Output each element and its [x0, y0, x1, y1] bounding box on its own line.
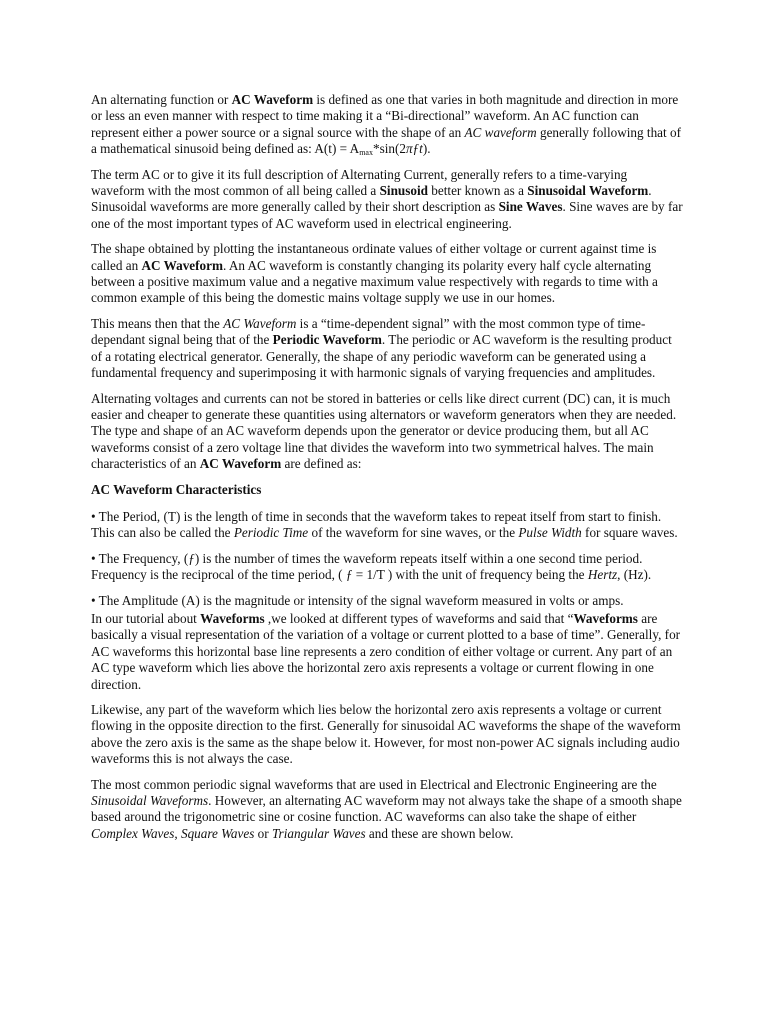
text-run: Likewise, any part of the waveform which lies below the horizontal zero axis represents a voltage or current flowing in the opposite direction to the first. Generally for sinusoidal AC waveforms the shape of the waveform above the zero axis is the same as the shape below it. However, for most non-power AC signals including audio waveforms this is not always the case. [91, 702, 681, 767]
italic-term: ƒ [188, 550, 195, 566]
text-run: The term AC or to give it its full description of Alternating Current, generally refers to a time-varying waveform with the most common of all being called a [91, 166, 628, 199]
text-run: and these are shown below. [365, 825, 514, 841]
italic-term: Triangular Waves [271, 825, 366, 841]
text-run: is defined as one that varies in both magnitude and direction in more or less an even manner with respect to time making it a “Bi-directional” waveform. An AC function can represent either a power source or a signal source with the shape of an [91, 92, 679, 140]
text-run: • The Amplitude (A) is the magnitude or intensity of the signal waveform measured in volts or amps. [91, 592, 624, 608]
bold-term: Periodic Waveform [272, 332, 382, 348]
text-run: are defined as: [281, 456, 362, 472]
bold-term: Sinusoid [379, 183, 428, 199]
text-run: Alternating voltages and currents can not be stored in batteries or cells like direct current (DC) can, it is much easier and cheaper to generate these quantities using alternators or waveform generators when they are needed. The type and shape of an AC waveform depends upon the generator or device producing them, but all AC waveforms consist of a zero voltage line that divides the waveform into two symmetrical halves. The main characteristics of an [91, 390, 677, 472]
italic-term: Sinusoidal Waveforms [91, 793, 209, 809]
text-run: In our tutorial about [91, 610, 201, 626]
text-run: • The Period, (T) is the length of time in seconds that the waveform takes to repeat itself from start to finish. This can also be called the [91, 508, 662, 541]
text-run: = 1/T ) with the unit of frequency being the [352, 567, 588, 583]
text-run: is a “time-dependent signal” with the most common type of time-dependant signal being that of the [91, 315, 646, 348]
italic-term: πƒt [405, 141, 423, 157]
text-run: for square waves. [581, 525, 678, 541]
text-run: AC Waveform Characteristics [91, 481, 262, 497]
paragraph-p8 [91, 777, 683, 843]
text-run: . However, an alternating AC waveform may not always take the shape of a smooth shape based around the trigonometric sine or cosine function. AC waveforms can also take the shape of either [91, 793, 682, 825]
paragraph-bullet-frequency [91, 551, 683, 584]
text-run: . The periodic or AC waveform is the resulting product of a rotating electrical generator. Generally, the shape of any periodic waveform can be generated using a fundamental frequency and superimposing it with harmonic signals of varying frequencies and amplitudes. [91, 332, 672, 381]
section-heading [91, 482, 683, 498]
text-run: , (Hz). [617, 567, 652, 583]
paragraph-p5 [91, 391, 683, 473]
paragraph-p2 [91, 167, 683, 233]
italic-term: AC Waveform [223, 315, 297, 331]
italic-term: Pulse Width [518, 525, 582, 541]
text-run: generally following that of a mathematical sinusoid being defined as: A(t) = A [91, 124, 681, 157]
bold-term: AC Waveform [199, 456, 282, 472]
text-run: This means then that the [91, 315, 224, 331]
paragraph-p1 [91, 92, 683, 158]
text-run: The most common periodic signal waveforms that are used in Electrical and Electronic Engineering are the [91, 776, 657, 792]
text-run: ). [422, 141, 431, 157]
paragraph-p4 [91, 316, 683, 382]
text-run: better known as a [428, 183, 528, 199]
text-run: *sin(2 [372, 141, 406, 157]
paragraph-p6 [91, 611, 683, 693]
text-run: . Sine waves are by far one of the most important types of AC waveform used in electrical engineering. [91, 199, 683, 231]
paragraph-p3 [91, 241, 683, 307]
text-run: . An AC waveform is constantly changing its polarity every half cycle alternating between a positive maximum value and a negative maximum value respectively with regards to time with a common example of this being the domestic mains voltage supply we use in our homes. [91, 257, 658, 306]
paragraph-p7 [91, 702, 683, 768]
text-run: • The Frequency, ( [91, 550, 189, 566]
italic-term: Hertz [587, 567, 618, 583]
text-run: are basically a visual representation of the variation of a voltage or current plotted to a base of time”. Generally, for AC waveforms this horizontal base line represents a zero condition of either voltage or current. Any part of an AC type waveform which lies above the horizontal zero axis represents a voltage or current flowing in one direction. [91, 610, 681, 692]
paragraph-bullet-amplitude [91, 593, 683, 609]
text-run: . Sinusoidal waveforms are more generally called by their short description as [91, 183, 652, 215]
italic-term: Square Waves [180, 825, 255, 841]
bold-term: Sinusoidal Waveform [527, 183, 649, 199]
italic-term: Periodic Time [233, 525, 309, 541]
paragraph-bullet-period [91, 509, 683, 542]
text-run: ) is the number of times the waveform repeats itself within a one second time period. Frequency is the reciprocal of the time period, ( [91, 550, 643, 583]
bold-term: AC Waveform [231, 92, 314, 107]
text-run: of the waveform for sine waves, or the [308, 525, 519, 541]
text-run: ,we looked at different types of waveforms and said that “ [264, 610, 574, 626]
bold-term: Waveforms [573, 610, 638, 626]
italic-term: AC waveform [464, 124, 537, 140]
italic-term: Complex Waves [91, 825, 175, 841]
bold-term: Sine Waves [498, 199, 563, 215]
text-run: The shape obtained by plotting the instantaneous ordinate values of either voltage or current against time is called an [91, 241, 657, 273]
subscript: max [359, 148, 373, 158]
document-page [91, 92, 683, 851]
text-run: An alternating function or [91, 92, 232, 107]
text-run: , [174, 825, 181, 841]
bold-term: AC Waveform [141, 257, 223, 273]
bold-term: Waveforms [200, 610, 265, 626]
text-run: or [254, 825, 272, 841]
italic-term: ƒ [345, 567, 353, 583]
